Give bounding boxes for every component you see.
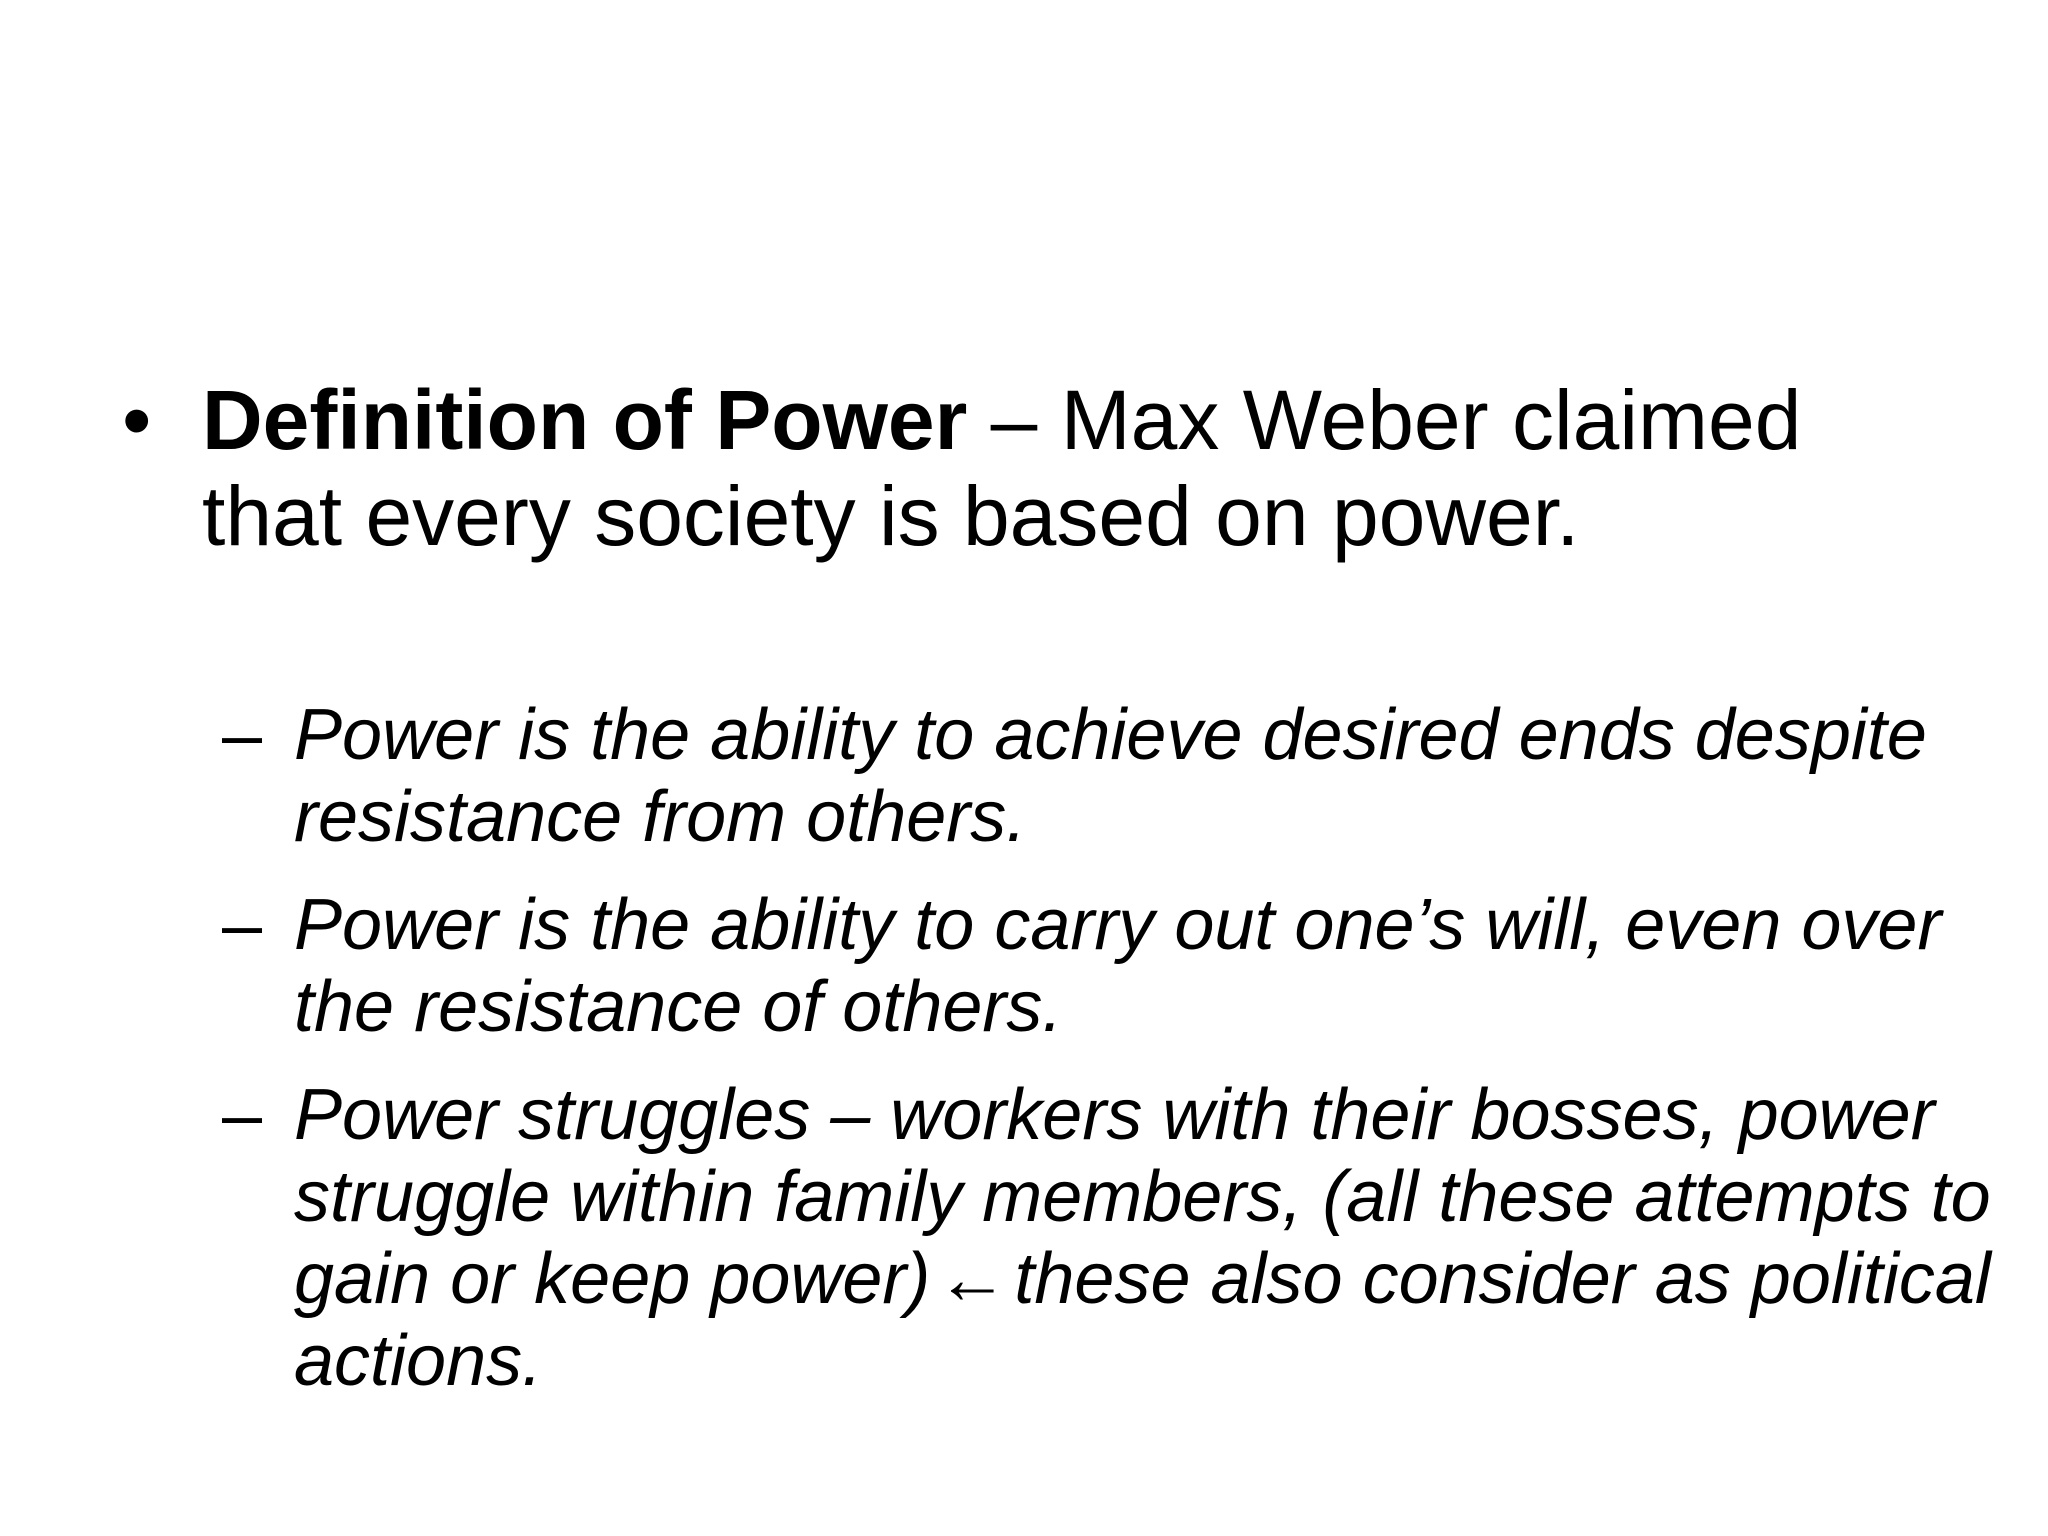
dash-marker: – (222, 1075, 263, 1155)
sub-bullet-item (222, 1074, 2002, 1402)
sub-bullet-text (294, 1074, 1994, 1402)
dash-marker: – (222, 695, 263, 775)
sub-bullet-text-before-arrow: Power struggles – workers with their bosses, power struggle within family members, (all these attempts to gain or keep power) (294, 1075, 1991, 1319)
definition-text: – Max Weber claimed that every society is based on power. (202, 373, 1802, 563)
sub-bullet-text: Power is the ability to achieve desired ends despite resistance from others. (294, 695, 1927, 857)
sub-bullet-item (222, 694, 2002, 858)
dash-marker: – (222, 885, 263, 965)
left-arrow-icon: ← (936, 1239, 1009, 1319)
main-bullet-item (122, 372, 1942, 564)
bullet-dot: • (122, 373, 152, 467)
sub-bullet-text-after-arrow: these also consider as political actions. (294, 1239, 1991, 1401)
sub-bullet-item (222, 884, 2002, 1048)
sub-bullet-list (222, 694, 2002, 1428)
sub-bullet-text: Power is the ability to carry out one’s will, even over the resistance of others. (294, 885, 1942, 1047)
main-bullet-text (202, 372, 1932, 564)
definition-term: Definition of Power (202, 373, 968, 467)
